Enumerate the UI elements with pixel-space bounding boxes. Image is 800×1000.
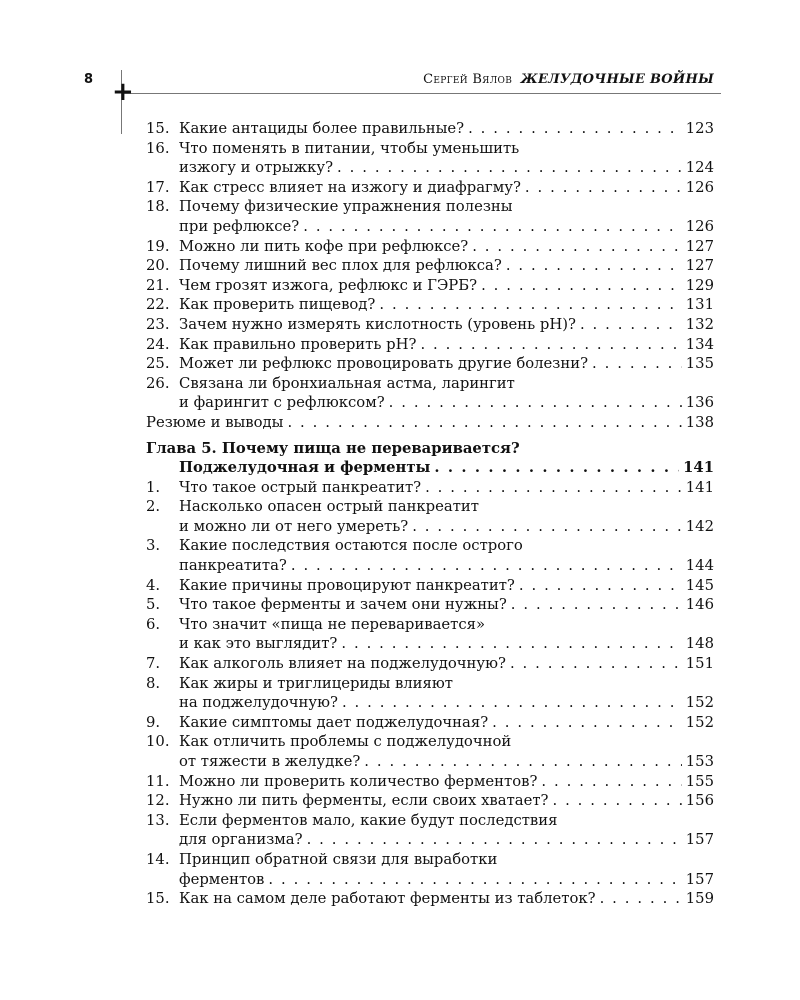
toc-entry-text: и фарингит с рефлюксом? (179, 394, 385, 412)
toc-page-number: 131 (685, 296, 714, 314)
leader-dots (425, 478, 682, 498)
chapter-title-line2: Поджелудочная и ферменты (179, 459, 431, 477)
toc-entry-text: Связана ли бронхиальная астма, ларингит (179, 374, 515, 392)
chapter-heading (146, 439, 714, 478)
toc-entry (146, 536, 714, 575)
toc-entry (146, 315, 714, 335)
toc-entry-number: 12. (146, 792, 170, 810)
leader-dots (552, 791, 681, 811)
toc-entry-text: Как правильно проверить pH? (179, 335, 417, 353)
toc-entry-number: 2. (146, 498, 161, 516)
toc-entry-text: Зачем нужно измерять кислотность (уровень pH)? (179, 315, 576, 333)
toc-entry-number: 9. (146, 713, 161, 731)
leader-dots (434, 458, 679, 478)
header-rule (121, 93, 721, 94)
toc-summary-entry (146, 413, 714, 433)
toc-entry-number: 6. (146, 615, 161, 633)
toc-page-number: 157 (685, 831, 714, 849)
toc-entry-number: 4. (146, 576, 161, 594)
toc-entry (146, 178, 714, 198)
toc-page-number: 145 (685, 576, 714, 594)
toc-entry-number: 15. (146, 890, 170, 908)
toc-page-number: 144 (685, 557, 714, 575)
toc-entry-text: на поджелудочную? (179, 694, 338, 712)
toc-page-number: 151 (685, 655, 714, 673)
toc-entry-text: Резюме и выводы (146, 413, 284, 431)
toc-entry-text: от тяжести в желудке? (179, 753, 361, 770)
toc-entry (146, 576, 714, 596)
leader-dots (468, 119, 682, 139)
toc-entry (146, 850, 714, 889)
toc-entry-text: ферментов (179, 870, 265, 888)
toc-entry (146, 197, 714, 236)
toc-entry-text: Как отличить проблемы с поджелудочной (179, 733, 512, 751)
toc-entry-number: 7. (146, 655, 161, 673)
chapter-page-number: 141 (683, 459, 714, 477)
toc-entry-number: 14. (146, 850, 170, 868)
toc-entry-text: Можно ли пить кофе при рефлюксе? (179, 237, 469, 255)
toc-page-number: 124 (685, 159, 714, 177)
leader-dots (420, 335, 681, 355)
leader-dots (510, 654, 682, 674)
toc-entry-text: Можно ли проверить количество ферментов? (179, 772, 538, 790)
toc-entry-number: 15. (146, 120, 170, 137)
toc-entry-number: 5. (146, 596, 161, 614)
toc-entry-text: Что значит «пища не переваривается» (179, 615, 486, 633)
toc-page-number: 153 (685, 753, 714, 770)
leader-dots (337, 158, 682, 178)
toc-entry-number: 22. (146, 296, 170, 314)
toc-entry-text: Как проверить пищевод? (179, 296, 376, 314)
toc-entry-number: 16. (146, 139, 170, 157)
leader-dots (379, 295, 681, 315)
toc-entry (146, 497, 714, 536)
toc-entry-text: Как на самом деле работают ферменты из таблеток? (179, 890, 596, 908)
toc-entry (146, 772, 714, 792)
toc-entry (146, 889, 714, 909)
page-number: 8 (84, 72, 94, 87)
leader-dots (389, 393, 682, 413)
crop-mark-icon: + (112, 77, 134, 107)
toc-entry-number: 10. (146, 733, 170, 751)
toc-entry-text: Как жиры и триглицериды влияют (179, 674, 453, 692)
toc-entry-text: Нужно ли пить ферменты, если своих хватает? (179, 792, 549, 810)
toc-page-number: 129 (685, 276, 714, 294)
leader-dots (580, 315, 682, 335)
toc-page-number: 123 (685, 120, 714, 137)
toc-entry (146, 276, 714, 296)
toc-entry (146, 674, 714, 713)
toc-entry (146, 354, 714, 374)
toc-page-number: 126 (685, 217, 714, 235)
toc-entry-text: и можно ли от него умереть? (179, 517, 409, 535)
toc-page-number: 138 (685, 413, 714, 431)
toc-entry (146, 374, 714, 413)
leader-dots (287, 413, 681, 433)
toc-entry (146, 811, 714, 850)
toc-entry (146, 791, 714, 811)
leader-dots (364, 752, 681, 772)
toc-entry-text: Как стресс влияет на изжогу и диафрагму? (179, 178, 521, 196)
toc-entry (146, 335, 714, 355)
toc-entry-text: при рефлюксе? (179, 217, 300, 235)
toc-page-number: 156 (685, 792, 714, 810)
toc-entry-text: Насколько опасен острый панкреатит (179, 498, 479, 516)
toc-entry-text: Что поменять в питании, чтобы уменьшить (179, 139, 520, 157)
toc-entry (146, 256, 714, 276)
toc-entry-number: 1. (146, 478, 161, 496)
leader-dots (525, 178, 682, 198)
toc-page-number: 127 (685, 237, 714, 255)
leader-dots (600, 889, 682, 909)
toc-entry (146, 139, 714, 178)
toc-page-number: 157 (685, 870, 714, 888)
toc-entry-text: Почему физические упражнения полезны (179, 198, 513, 216)
toc-page-number: 132 (685, 315, 714, 333)
toc-page-number: 152 (685, 713, 714, 731)
leader-dots (307, 830, 682, 850)
leader-dots (506, 256, 682, 276)
table-of-contents (146, 119, 714, 909)
leader-dots (303, 217, 682, 237)
toc-entry (146, 615, 714, 654)
toc-entry-number: 26. (146, 374, 170, 392)
toc-entry (146, 732, 714, 771)
toc-entry-number: 25. (146, 355, 170, 373)
toc-page-number: 141 (685, 478, 714, 496)
toc-entry-text: Чем грозят изжога, рефлюкс и ГЭРБ? (179, 276, 478, 294)
leader-dots (519, 576, 682, 596)
toc-section-b (146, 478, 714, 909)
toc-entry (146, 478, 714, 498)
toc-entry (146, 295, 714, 315)
toc-entry-number: 20. (146, 257, 170, 275)
toc-section-a (146, 119, 714, 413)
author-name: Сергей Вялов (423, 72, 513, 87)
leader-dots (541, 772, 681, 792)
leader-dots (481, 276, 682, 296)
chapter-title-line1: Глава 5. Почему пища не переваривается? (146, 439, 520, 457)
toc-entry (146, 595, 714, 615)
leader-dots (412, 517, 682, 537)
toc-page-number: 142 (685, 517, 714, 535)
toc-entry-text: Может ли рефлюкс провоцировать другие болезни? (179, 355, 589, 373)
leader-dots (291, 556, 682, 576)
toc-entry-text: Как алкоголь влияет на поджелудочную? (179, 655, 506, 673)
toc-entry-number: 18. (146, 198, 170, 216)
toc-entry-number: 11. (146, 772, 170, 790)
leader-dots (341, 634, 681, 654)
toc-page-number: 159 (685, 890, 714, 908)
toc-entry-text: Какие причины провоцируют панкреатит? (179, 576, 515, 594)
toc-page-number: 148 (685, 635, 714, 653)
toc-page-number: 135 (685, 355, 714, 373)
toc-entry-text: изжогу и отрыжку? (179, 159, 334, 177)
toc-entry-number: 24. (146, 335, 170, 353)
toc-entry-text: панкреатита? (179, 557, 287, 575)
toc-entry-text: Какие симптомы дает поджелудочная? (179, 713, 489, 731)
leader-dots (592, 354, 682, 374)
toc-page-number: 126 (685, 178, 714, 196)
toc-page-number: 146 (685, 596, 714, 614)
toc-entry (146, 713, 714, 733)
toc-page-number: 134 (685, 335, 714, 353)
toc-entry-text: Какие последствия остаются после острого (179, 537, 523, 555)
toc-page-number: 127 (685, 257, 714, 275)
toc-entry-number: 23. (146, 315, 170, 333)
leader-dots (511, 595, 682, 615)
toc-entry-number: 17. (146, 178, 170, 196)
leader-dots (268, 870, 681, 890)
toc-entry-text: и как это выглядит? (179, 635, 338, 653)
toc-entry-text: Что такое острый панкреатит? (179, 478, 422, 496)
toc-entry-text: Какие антациды более правильные? (179, 120, 465, 137)
toc-entry (146, 654, 714, 674)
book-title: ЖЕЛУДОЧНЫЕ ВОЙНЫ (520, 72, 714, 87)
toc-entry (146, 119, 714, 139)
leader-dots (492, 713, 682, 733)
toc-entry-text: Если ферментов мало, какие будут последствия (179, 811, 558, 829)
toc-entry-number: 3. (146, 537, 161, 555)
toc-entry-number: 8. (146, 674, 161, 692)
toc-entry-number: 13. (146, 811, 170, 829)
toc-page-number: 152 (685, 694, 714, 712)
toc-page-number: 155 (685, 772, 714, 790)
toc-entry-number: 21. (146, 276, 170, 294)
leader-dots (472, 237, 682, 257)
toc-entry (146, 237, 714, 257)
toc-entry-number: 19. (146, 237, 170, 255)
toc-entry-text: Почему лишний вес плох для рефлюкса? (179, 257, 502, 275)
running-header (423, 72, 714, 87)
toc-entry-text: для организма? (179, 831, 303, 849)
toc-entry-text: Что такое ферменты и зачем они нужны? (179, 596, 507, 614)
leader-dots (342, 693, 682, 713)
toc-page-number: 136 (685, 394, 714, 412)
toc-entry-text: Принцип обратной связи для выработки (179, 850, 498, 868)
